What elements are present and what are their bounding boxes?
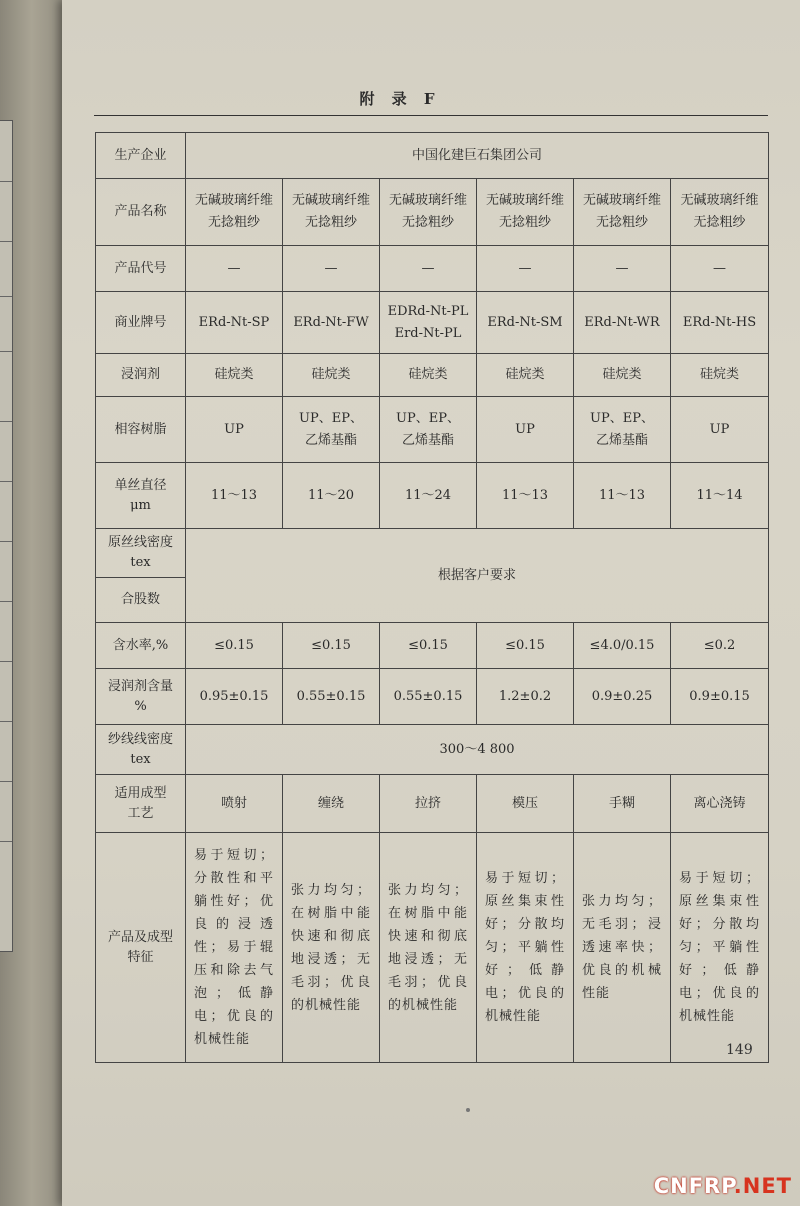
value-cell xyxy=(283,775,380,833)
table-row xyxy=(96,775,769,833)
value-cell xyxy=(283,463,380,529)
cell-text: 中国化建巨石集团公司 xyxy=(412,147,543,163)
value-cell xyxy=(283,833,380,1063)
cell-text: UP xyxy=(709,421,730,437)
cell-text: 离心浇铸 xyxy=(693,795,746,811)
merged-value-cell xyxy=(186,133,769,179)
value-cell xyxy=(186,775,283,833)
value-cell xyxy=(671,397,769,463)
cell-text: 0.95±0.15 xyxy=(199,688,269,704)
row-label-text: 商业牌号 xyxy=(114,314,167,330)
value-cell xyxy=(186,463,283,529)
row-label-text: 含水率,% xyxy=(112,637,169,653)
row-label-text: 原丝线密度 tex xyxy=(107,535,173,570)
value-cell xyxy=(574,179,671,246)
row-label xyxy=(96,833,186,1063)
value-cell xyxy=(671,833,769,1063)
cell-text: ERd-Nt-HS xyxy=(682,314,757,330)
row-label-text: 适用成型 工艺 xyxy=(114,785,167,821)
cell-text: ERd-Nt-SP xyxy=(198,314,270,330)
value-cell xyxy=(477,833,574,1063)
cell-text: ≤0.15 xyxy=(311,637,351,653)
value-cell xyxy=(380,179,477,246)
value-cell xyxy=(380,669,477,725)
previous-page-table-edge xyxy=(0,120,13,952)
cell-text: 硅烷类 xyxy=(408,367,448,382)
value-cell xyxy=(186,397,283,463)
cell-text: 易于短切；原丝集束性好；分散均匀；平躺性好；低静电；优良的机械性能 xyxy=(679,871,761,1024)
cell-text: 11～24 xyxy=(404,487,452,503)
cell-text: 11～20 xyxy=(307,487,355,503)
row-label xyxy=(96,623,186,669)
row-label-text: 产品及成型 特征 xyxy=(107,929,173,965)
value-cell xyxy=(574,669,671,725)
table-row xyxy=(96,354,769,397)
value-cell xyxy=(380,246,477,292)
cell-text: — xyxy=(713,260,727,276)
page-number: 149 xyxy=(726,1042,753,1058)
table-row xyxy=(96,397,769,463)
value-cell xyxy=(671,775,769,833)
value-cell xyxy=(186,354,283,397)
watermark-part-b: .NET xyxy=(733,1174,792,1198)
cell-text: 0.9±0.15 xyxy=(689,688,750,704)
table-row xyxy=(96,529,769,578)
value-cell xyxy=(380,397,477,463)
cell-text: 喷射 xyxy=(220,795,247,811)
table-row xyxy=(96,133,769,179)
value-cell xyxy=(186,292,283,354)
cell-text: 张力均匀；无毛羽；浸透速率快；优良的机械性能 xyxy=(582,894,662,1001)
cell-text: 手糊 xyxy=(608,795,635,811)
cell-text: 11～13 xyxy=(501,487,549,503)
cell-text: 1.2±0.2 xyxy=(498,688,552,704)
cell-text: 张力均匀；在树脂中能快速和彻底地浸透；无毛羽；优良的机械性能 xyxy=(291,882,371,1013)
cell-text: 无碱玻璃纤维 无捻粗纱 xyxy=(582,193,661,230)
value-cell xyxy=(477,179,574,246)
cell-text: 硅烷类 xyxy=(214,367,254,382)
watermark-logo xyxy=(654,1174,792,1198)
cell-text: ≤4.0/0.15 xyxy=(589,637,655,653)
cell-text: 硅烷类 xyxy=(311,367,351,382)
row-label xyxy=(96,529,186,578)
row-label xyxy=(96,578,186,623)
value-cell xyxy=(574,775,671,833)
cell-text: 无碱玻璃纤维 无捻粗纱 xyxy=(680,193,759,230)
value-cell xyxy=(186,833,283,1063)
cell-text: ERd-Nt-FW xyxy=(293,314,369,330)
row-label xyxy=(96,292,186,354)
value-cell xyxy=(477,669,574,725)
table-body xyxy=(96,133,769,1063)
value-cell xyxy=(671,292,769,354)
cell-text: ≤0.15 xyxy=(505,637,545,653)
value-cell xyxy=(283,246,380,292)
cell-text: ≤0.15 xyxy=(214,637,254,653)
cell-text: UP、EP、 乙烯基酯 xyxy=(396,410,460,448)
cell-text: EDRd-Nt-PL Erd-Nt-PL xyxy=(387,303,469,341)
cell-text: UP、EP、 乙烯基酯 xyxy=(299,410,363,448)
value-cell xyxy=(380,775,477,833)
cell-text: ERd-Nt-WR xyxy=(584,314,660,330)
cell-text: 易于短切；原丝集束性好；分散均匀；平躺性好；低静电；优良的机械性能 xyxy=(485,871,565,1024)
value-cell xyxy=(671,246,769,292)
value-cell xyxy=(186,179,283,246)
row-label xyxy=(96,246,186,292)
value-cell xyxy=(380,463,477,529)
value-cell xyxy=(477,246,574,292)
cell-text: UP、EP、 乙烯基酯 xyxy=(590,410,654,448)
value-cell xyxy=(671,623,769,669)
row-label xyxy=(96,775,186,833)
cell-text: 0.55±0.15 xyxy=(296,688,366,704)
row-label-text: 单丝直径 μm xyxy=(114,477,167,513)
value-cell xyxy=(380,623,477,669)
value-cell xyxy=(477,463,574,529)
table-row xyxy=(96,463,769,529)
cell-text: 300～4 800 xyxy=(439,741,515,757)
value-cell xyxy=(671,354,769,397)
merged-value-cell xyxy=(186,529,769,623)
cell-text: 11～13 xyxy=(210,487,258,503)
row-label xyxy=(96,725,186,775)
value-cell xyxy=(477,623,574,669)
cell-text: 无碱玻璃纤维 无捻粗纱 xyxy=(485,193,564,230)
cell-text: 易于短切；分散性和平躺性好；优良的浸透性；易于辊压和除去气泡；低静电；优良的机械性能 xyxy=(194,848,274,1047)
cell-text: 0.55±0.15 xyxy=(393,688,463,704)
cell-text: — xyxy=(227,260,241,276)
value-cell xyxy=(574,292,671,354)
value-cell xyxy=(283,669,380,725)
page-header-title: 附 录 F xyxy=(359,90,441,108)
value-cell xyxy=(477,354,574,397)
value-cell xyxy=(574,354,671,397)
row-label-text: 产品代号 xyxy=(114,260,167,276)
row-label xyxy=(96,133,186,179)
watermark-part-a: CNFRP xyxy=(653,1174,734,1198)
cell-text: ≤0.15 xyxy=(408,637,448,653)
cell-text: — xyxy=(421,260,435,276)
value-cell xyxy=(574,463,671,529)
row-label xyxy=(96,354,186,397)
value-cell xyxy=(671,179,769,246)
cell-text: 张力均匀；在树脂中能快速和彻底地浸透；无毛羽；优良的机械性能 xyxy=(388,882,468,1013)
cell-text: ≤0.2 xyxy=(703,637,736,653)
cell-text: 硅烷类 xyxy=(602,367,642,382)
cell-text: 11～13 xyxy=(598,487,646,503)
value-cell xyxy=(380,292,477,354)
cell-text: ERd-Nt-SM xyxy=(487,314,563,330)
value-cell xyxy=(380,354,477,397)
row-label-text: 生产企业 xyxy=(114,147,167,163)
row-label-text: 合股数 xyxy=(120,592,160,607)
cell-text: 缠绕 xyxy=(317,795,344,811)
table-row xyxy=(96,292,769,354)
cell-text: UP xyxy=(224,421,244,437)
product-spec-table xyxy=(95,132,769,1063)
cell-text: 根据客户要求 xyxy=(438,567,517,583)
cell-text: 无碱玻璃纤维 无捻粗纱 xyxy=(291,193,370,230)
value-cell xyxy=(380,833,477,1063)
value-cell xyxy=(186,623,283,669)
row-label xyxy=(96,179,186,246)
merged-value-cell xyxy=(186,725,769,775)
value-cell xyxy=(283,397,380,463)
row-label-text: 产品名称 xyxy=(114,204,167,219)
cell-text: 拉挤 xyxy=(414,795,441,811)
value-cell xyxy=(574,623,671,669)
row-label xyxy=(96,669,186,725)
value-cell xyxy=(283,354,380,397)
value-cell xyxy=(574,246,671,292)
row-label xyxy=(96,463,186,529)
cell-text: 模压 xyxy=(511,795,538,811)
value-cell xyxy=(477,397,574,463)
value-cell xyxy=(671,669,769,725)
row-label xyxy=(96,397,186,463)
row-label-text: 浸润剂 xyxy=(120,367,160,382)
table-row xyxy=(96,623,769,669)
cell-text: — xyxy=(518,260,532,276)
row-label-text: 纱线线密度 tex xyxy=(107,731,173,767)
value-cell xyxy=(283,179,380,246)
value-cell xyxy=(574,397,671,463)
table-row xyxy=(96,833,769,1063)
table-row xyxy=(96,669,769,725)
table-row xyxy=(96,246,769,292)
header-rule xyxy=(94,115,768,116)
value-cell xyxy=(186,669,283,725)
cell-text: 无碱玻璃纤维 无捻粗纱 xyxy=(388,193,467,230)
cell-text: — xyxy=(324,260,338,276)
value-cell xyxy=(671,463,769,529)
cell-text: UP xyxy=(515,421,535,437)
cell-text: 11～14 xyxy=(696,487,743,503)
previous-page-edge xyxy=(0,0,70,1206)
value-cell xyxy=(283,292,380,354)
value-cell xyxy=(186,246,283,292)
cell-text: 硅烷类 xyxy=(700,367,740,382)
value-cell xyxy=(574,833,671,1063)
cell-text: — xyxy=(615,260,629,276)
value-cell xyxy=(477,775,574,833)
cell-text: 无碱玻璃纤维 无捻粗纱 xyxy=(194,193,273,230)
row-label-text: 相容树脂 xyxy=(114,421,167,437)
cell-text: 硅烷类 xyxy=(505,367,545,382)
value-cell xyxy=(283,623,380,669)
cell-text: 0.9±0.25 xyxy=(591,688,653,704)
table-row xyxy=(96,725,769,775)
row-label-text: 浸润剂含量 % xyxy=(107,678,173,714)
table-row xyxy=(96,179,769,246)
value-cell xyxy=(477,292,574,354)
paper-speck xyxy=(466,1108,470,1112)
